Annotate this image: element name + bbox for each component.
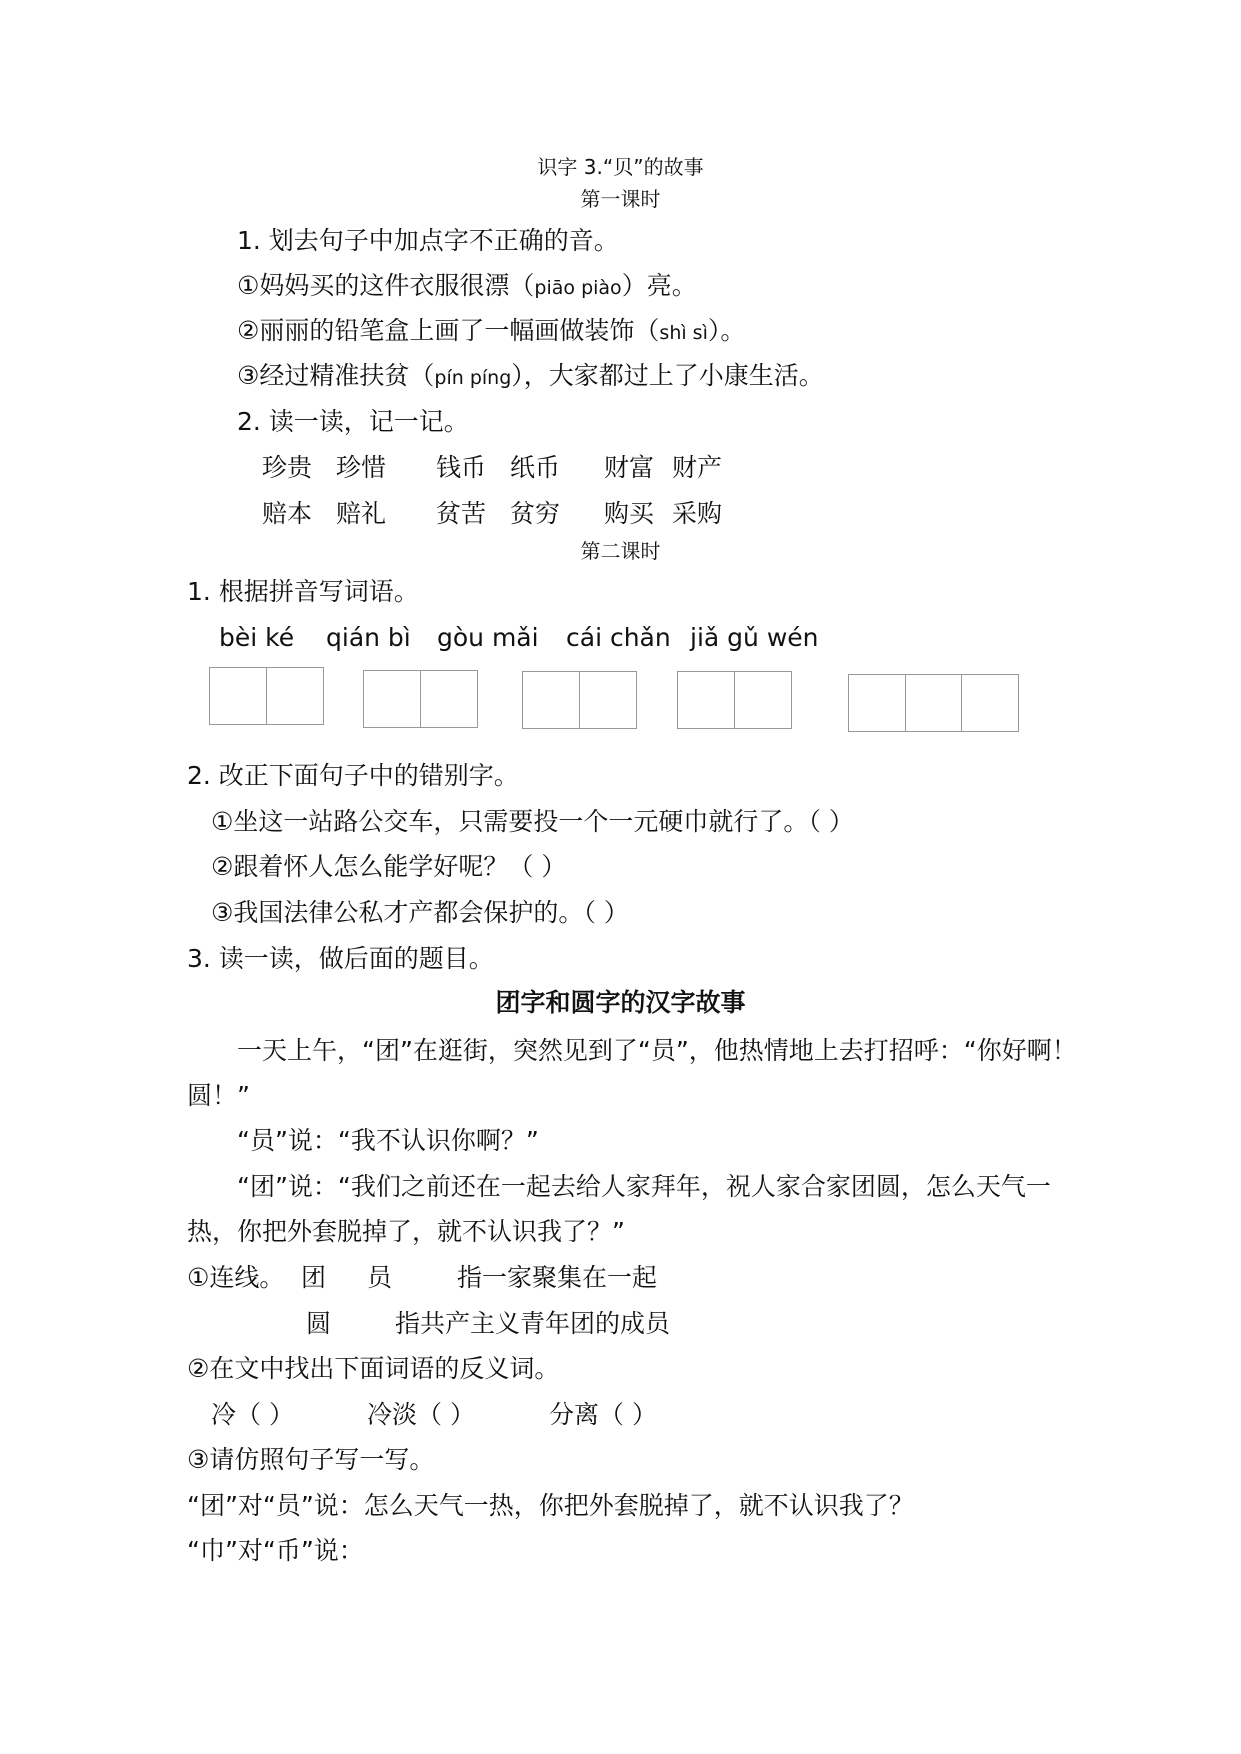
writing-cell[interactable]: [522, 671, 580, 729]
p2-q2-item-2: ②跟着怀人怎么能学好呢？（ ）: [211, 852, 567, 881]
word-1-3: 钱币: [436, 453, 487, 482]
p2-q1-title: 1. 根据拼音写词语。: [187, 577, 419, 606]
pinyin-1: bèi ké: [219, 623, 295, 652]
match-right-1[interactable]: 指一家聚集在一起: [457, 1263, 658, 1292]
writing-grid-4[interactable]: [677, 671, 790, 729]
p2-q2-item-1: ①坐这一站路公交车，只需要投一个一元硬巾就行了。（ ）: [211, 807, 854, 836]
word-2-5: 购买: [604, 499, 655, 528]
writing-cell[interactable]: [961, 674, 1019, 732]
word-1-4: 纸币: [510, 453, 561, 482]
p1-q1-item-3: ③经过精准扶贫（pín píng），大家都过上了小康生活。: [237, 361, 824, 390]
story-line-3: “员”说：“我不认识你啊？”: [237, 1126, 539, 1155]
story-line-2: 圆！”: [187, 1081, 250, 1110]
writing-cell[interactable]: [579, 671, 637, 729]
p2-q2-title: 2. 改正下面句子中的错别字。: [187, 761, 519, 790]
writing-grid-1[interactable]: [209, 667, 322, 725]
word-2-3: 贫苦: [436, 499, 487, 528]
sub3-label: ③请仿照句子写一写。: [187, 1445, 435, 1474]
sub2-label: ②在文中找出下面词语的反义词。: [187, 1354, 560, 1383]
pinyin-4: cái chǎn: [566, 623, 671, 652]
match-left-2[interactable]: 员: [367, 1263, 393, 1292]
sub3-prompt: “巾”对“币”说：: [187, 1536, 364, 1565]
writing-cell[interactable]: [209, 667, 267, 725]
writing-cell[interactable]: [363, 670, 421, 728]
writing-cell[interactable]: [420, 670, 478, 728]
word-2-1: 赔本: [262, 499, 313, 528]
writing-grid-5[interactable]: [848, 674, 1018, 732]
pinyin-options: shì sì: [659, 322, 708, 344]
sub1-label: ①连线。: [187, 1263, 285, 1292]
lesson-2-heading: 第二课时: [580, 539, 661, 563]
writing-grid-3[interactable]: [522, 671, 635, 729]
writing-cell[interactable]: [905, 674, 963, 732]
writing-cell[interactable]: [734, 671, 792, 729]
pinyin-options: pín píng: [434, 367, 512, 389]
lesson-1-heading: 第一课时: [580, 187, 661, 211]
word-1-2: 珍惜: [336, 453, 387, 482]
story-line-1: 一天上午，“团”在逛街，突然见到了“员”，他热情地上去打招呼：“你好啊！: [237, 1036, 1077, 1065]
p2-q2-item-3: ③我国法律公私才产都会保护的。（ ）: [211, 898, 629, 927]
word-1-5: 财富: [604, 453, 655, 482]
antonym-3[interactable]: 分离（ ）: [549, 1400, 657, 1429]
p2-q3-title: 3. 读一读，做后面的题目。: [187, 944, 494, 973]
writing-grid-2[interactable]: [363, 670, 476, 728]
p1-q1-item-1: ①妈妈买的这件衣服很漂（piāo piào）亮。: [237, 271, 697, 300]
match-left-1[interactable]: 团: [301, 1263, 327, 1292]
word-1-1: 珍贵: [262, 453, 313, 482]
word-2-4: 贫穷: [510, 499, 561, 528]
sub3-example: “团”对“员”说：怎么天气一热，你把外套脱掉了，就不认识我了？: [187, 1491, 914, 1520]
story-line-5: 热，你把外套脱掉了，就不认识我了？”: [187, 1217, 625, 1246]
story-title: 团字和圆字的汉字故事: [495, 988, 746, 1017]
writing-cell[interactable]: [677, 671, 735, 729]
pinyin-3: gòu mǎi: [437, 623, 539, 652]
pinyin-5: jiǎ gǔ wén: [690, 623, 819, 652]
p1-q1-title: 1. 划去句子中加点字不正确的音。: [237, 226, 619, 255]
antonym-2[interactable]: 冷淡（ ）: [367, 1400, 475, 1429]
pinyin-2: qián bì: [326, 623, 411, 652]
word-2-2: 赔礼: [336, 499, 387, 528]
page-title: 识字 3.“贝”的故事: [537, 155, 704, 179]
word-1-6: 财产: [672, 453, 723, 482]
p1-q2-title: 2. 读一读，记一记。: [237, 407, 469, 436]
match-left-3[interactable]: 圆: [306, 1309, 332, 1338]
story-line-4: “团”说：“我们之前还在一起去给人家拜年，祝人家合家团圆，怎么天气一: [237, 1172, 1051, 1201]
writing-cell[interactable]: [266, 667, 324, 725]
pinyin-options: piāo piào: [534, 277, 622, 299]
match-right-2[interactable]: 指共产主义青年团的成员: [395, 1309, 671, 1338]
word-2-6: 采购: [672, 499, 723, 528]
p1-q1-item-2: ②丽丽的铅笔盒上画了一幅画做装饰（shì sì）。: [237, 316, 746, 345]
antonym-1[interactable]: 冷（ ）: [211, 1400, 294, 1429]
writing-cell[interactable]: [848, 674, 906, 732]
